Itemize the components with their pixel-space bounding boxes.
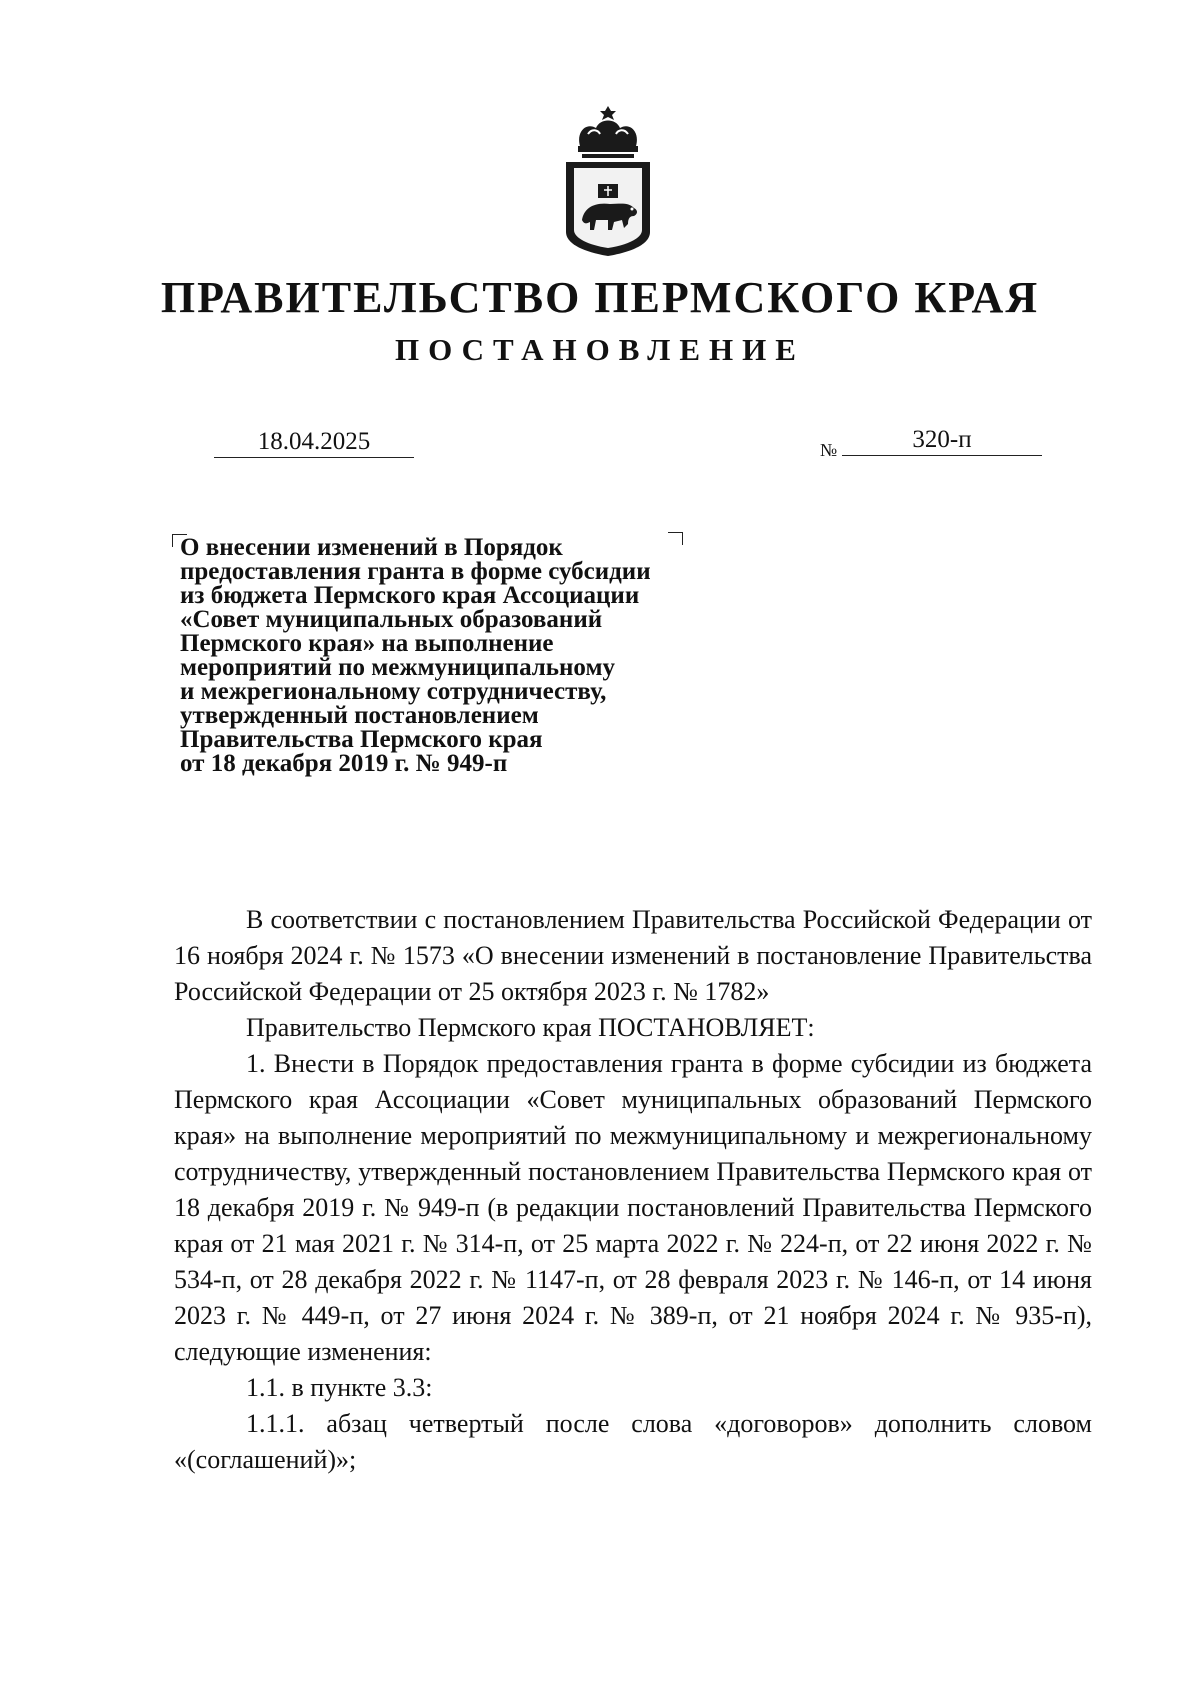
document-number: 320-п [842, 426, 1042, 456]
document-subject [180, 536, 740, 776]
resolution-paragraph: Правительство Пермского края ПОСТАНОВЛЯЕТ: [246, 1013, 815, 1042]
subject-line: от 18 декабря 2019 г. № 949-п [180, 750, 508, 777]
subject-line: О внесении изменений в Порядок [180, 534, 563, 561]
subject-line: утвержденный постановлением [180, 702, 539, 729]
subject-line: «Совет муниципальных образований [180, 606, 603, 633]
clause-1-1-1-paragraph: 1.1.1. абзац четвертый после слова «договоров» дополнить словом «(соглашений)»; [174, 1409, 1092, 1474]
number-sign: № [820, 440, 838, 460]
subject-line: предоставления гранта в форме субсидии [180, 558, 651, 585]
subject-line: мероприятий по межмуниципальному [180, 654, 615, 681]
document-date: 18.04.2025 [214, 428, 414, 458]
subject-line: из бюджета Пермского края Ассоциации [180, 582, 640, 609]
coat-of-arms-icon [562, 104, 654, 258]
document-type: ПОСТАНОВЛЕНИЕ [395, 332, 805, 367]
subject-line: и межрегиональному сотрудничеству, [180, 678, 607, 705]
subject-line: Пермского края» на выполнение [180, 630, 554, 657]
clause-1-paragraph: 1. Внести в Порядок предоставления гранта в форме субсидии из бюджета Пермского края Ассоциации «Совет муниципальных образований Пермского края» на выполнение мероприятий по межмуниципальному и межрегиональному сотрудничеству, утвержденный постановлением Правительства Пермского края от 18 декабря 2019 г. № 949-п (в редакции постановлений Правительства Пермского края от 21 мая 2021 г. № 314-п, от 25 марта 2022 г. № 224-п, от 22 июня 2022 г. № 534-п, от 28 декабря 2022 г. № 1147-п, от 28 февраля 2023 г. № 146-п, от 14 июня 2023 г. № 449-п, от 27 июня 2024 г. № 389-п, от 21 ноября 2024 г. № 935-п), следующие изменения: [174, 1049, 1092, 1366]
clause-1-1-paragraph: 1.1. в пункте 3.3: [246, 1373, 433, 1402]
preamble-paragraph: В соответствии с постановлением Правительства Российской Федерации от 16 ноября 2024 г. № 1573 «О внесении изменений в постановление Правительства Российской Федерации от 25 октября 2023 г. № 1782» [174, 905, 1092, 1006]
document-body [174, 902, 1092, 1478]
government-title: ПРАВИТЕЛЬСТВО ПЕРМСКОГО КРАЯ [160, 273, 1040, 322]
subject-line: Правительства Пермского края [180, 726, 543, 753]
